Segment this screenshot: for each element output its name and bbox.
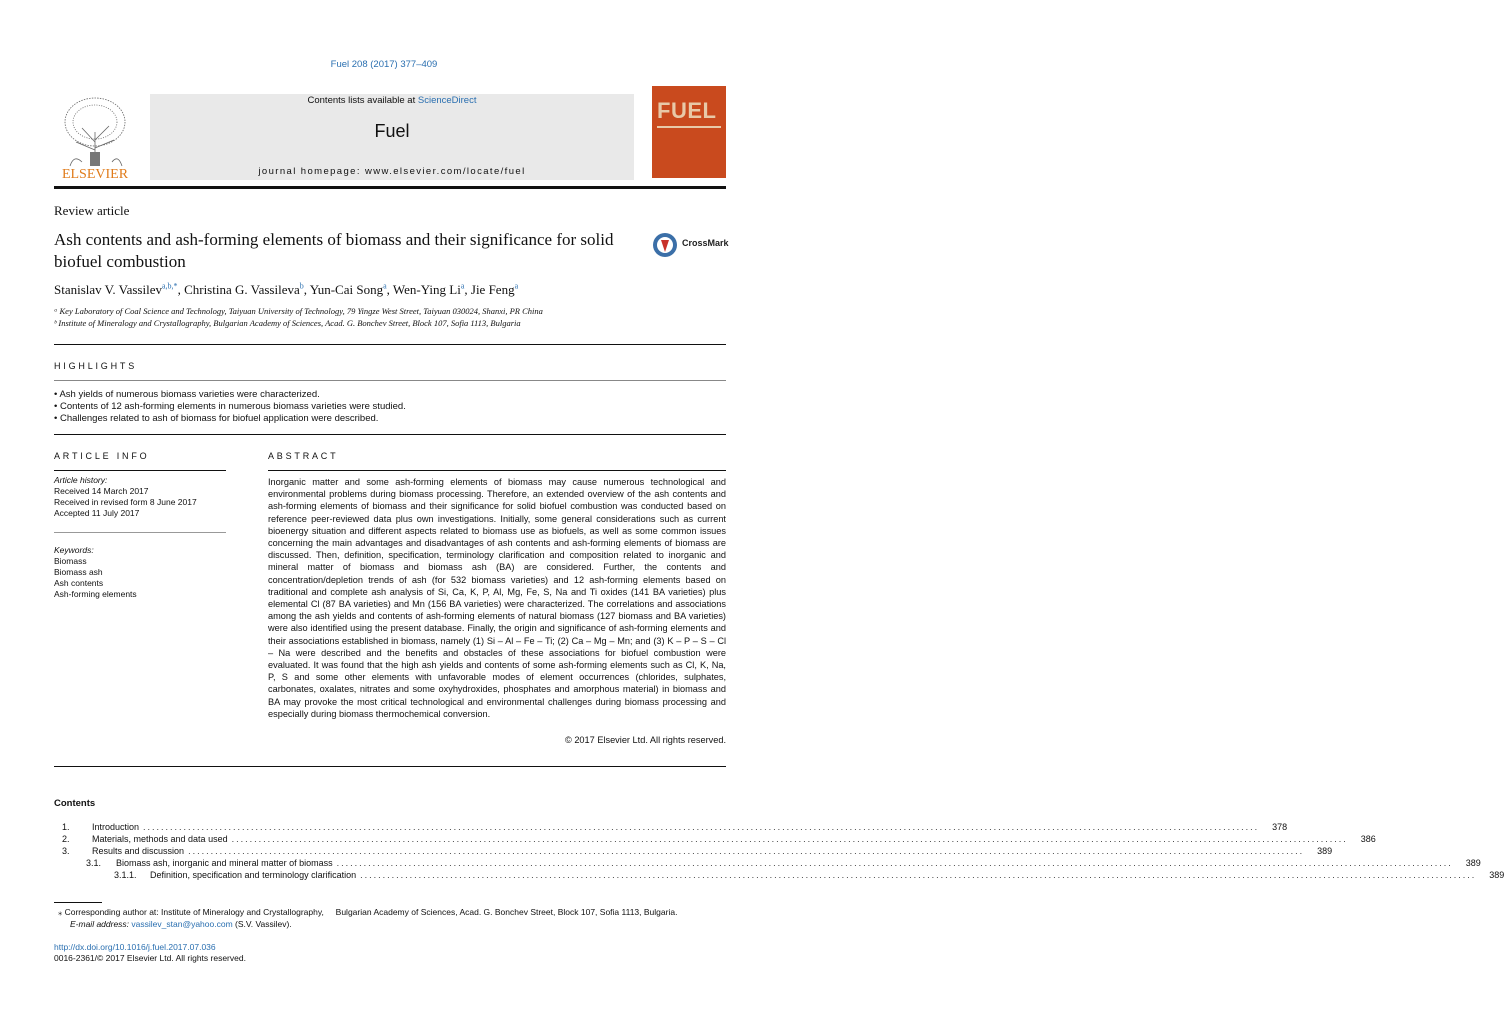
keywords-label: Keywords: bbox=[54, 545, 94, 555]
article-type: Review article bbox=[54, 203, 130, 218]
toc-entry[interactable] bbox=[54, 870, 1504, 882]
sciencedirect-link[interactable]: ScienceDirect bbox=[417, 95, 477, 106]
highlight-item: • Challenges related to ash of biomass for biofuel application were described. bbox=[54, 413, 379, 424]
journal-reference[interactable]: Fuel 208 (2017) 377–409 bbox=[330, 59, 438, 70]
toc-leader: ........................................................................................................................................................................................................................................................ bbox=[143, 822, 1260, 832]
author[interactable] bbox=[310, 282, 393, 297]
email-label: E-mail address: bbox=[70, 919, 132, 929]
cover-title: FUEL bbox=[657, 98, 717, 123]
contents-heading: Contents bbox=[54, 798, 96, 809]
toc-title: Introduction bbox=[92, 822, 140, 832]
email-line bbox=[70, 919, 292, 929]
author-affiliation-marker[interactable]: a bbox=[514, 282, 519, 291]
affiliation-b: ᵇ Institute of Mineralogy and Crystallography, Bulgarian Academy of Sciences, Acad. G. Bonchev Street, Block 107, Sofia 1113, Bulgaria bbox=[54, 318, 521, 328]
journal-name: Fuel bbox=[374, 121, 410, 141]
keyword: Ash-forming elements bbox=[54, 589, 137, 599]
keyword: Ash contents bbox=[54, 578, 104, 588]
doi-link[interactable]: http://dx.doi.org/10.1016/j.fuel.2017.07.036 bbox=[54, 942, 216, 952]
author[interactable] bbox=[54, 282, 184, 297]
author[interactable] bbox=[393, 282, 471, 297]
toc-number: 3.1.1. bbox=[114, 870, 137, 880]
toc-leader: ........................................................................................................................................................................................................................................................ bbox=[336, 858, 1453, 868]
toc-page: 389 bbox=[1489, 870, 1504, 880]
author-affiliation-marker[interactable]: a bbox=[460, 282, 465, 291]
history-accepted: Accepted 11 July 2017 bbox=[54, 508, 140, 518]
author-name[interactable]: Yun-Cai Song bbox=[309, 282, 384, 298]
article-title: Ash contents and ash-forming elements of biomass and their significance for solid biofuel combustion bbox=[54, 230, 614, 271]
author-name[interactable]: Wen-Ying Li bbox=[392, 282, 461, 298]
keyword: Biomass bbox=[54, 556, 87, 566]
toc-page: 386 bbox=[1360, 834, 1376, 844]
toc-entry[interactable] bbox=[54, 822, 1288, 834]
email-suffix: (S.V. Vassilev). bbox=[232, 919, 292, 929]
keyword: Biomass ash bbox=[54, 567, 103, 577]
author-separator: , bbox=[464, 282, 471, 298]
footnote-divider bbox=[54, 902, 102, 903]
author-affiliation-marker[interactable]: a bbox=[383, 282, 387, 291]
toc-leader: ........................................................................................................................................................................................................................................................ bbox=[360, 870, 1477, 880]
author-name[interactable]: Jie Feng bbox=[470, 282, 515, 298]
contents-available-prefix: Contents lists available at bbox=[307, 95, 418, 106]
abstract-divider bbox=[268, 470, 726, 471]
author-affiliation-marker[interactable]: b bbox=[299, 282, 304, 291]
section-divider bbox=[54, 434, 726, 435]
highlight-item: • Ash yields of numerous biomass varieties were characterized. bbox=[54, 389, 320, 400]
toc-page: 389 bbox=[1465, 858, 1481, 868]
toc-number: 3.1. bbox=[86, 858, 102, 868]
toc-title: Materials, methods and data used bbox=[92, 834, 228, 844]
author-separator: , bbox=[386, 282, 393, 298]
section-divider bbox=[54, 344, 726, 345]
journal-homepage[interactable]: journal homepage: www.elsevier.com/locate/fuel bbox=[258, 166, 526, 177]
crossmark-badge[interactable] bbox=[652, 230, 730, 260]
toc-number: 2. bbox=[62, 834, 70, 844]
article-history-label: Article history: bbox=[54, 475, 108, 485]
keywords-divider bbox=[54, 532, 226, 533]
author-email-link[interactable]: vassilev_stan@yahoo.com bbox=[131, 919, 233, 929]
toc-title: Definition, specification and terminology clarification bbox=[150, 870, 357, 880]
issn-copyright: 0016-2361/© 2017 Elsevier Ltd. All rights reserved. bbox=[54, 953, 246, 963]
article-info-heading: ARTICLE INFO bbox=[54, 451, 150, 461]
abstract-heading: ABSTRACT bbox=[268, 451, 339, 461]
journal-cover-image bbox=[652, 86, 726, 178]
author-list bbox=[54, 282, 518, 298]
highlights-divider bbox=[54, 380, 726, 381]
toc-entry[interactable] bbox=[54, 846, 1333, 858]
cover-divider bbox=[657, 126, 721, 128]
section-divider bbox=[54, 766, 726, 767]
author-name[interactable]: Christina G. Vassileva bbox=[184, 282, 300, 298]
history-received: Received 14 March 2017 bbox=[54, 486, 149, 496]
article-info-divider bbox=[54, 470, 226, 471]
toc-number: 3. bbox=[62, 846, 70, 856]
toc-leader: ........................................................................................................................................................................................................................................................ bbox=[188, 846, 1305, 856]
affiliation-a: ᵃ Key Laboratory of Coal Science and Technology, Taiyuan University of Technology, 79 Yingze West Street, Taiyuan 030024, Shanxi, PR China bbox=[54, 306, 543, 316]
highlight-item: • Contents of 12 ash-forming elements in numerous biomass varieties were studied. bbox=[54, 401, 406, 412]
toc-number: 1. bbox=[62, 822, 70, 832]
toc-entry[interactable] bbox=[54, 834, 1376, 846]
header-divider bbox=[54, 186, 726, 189]
toc-title: Biomass ash, inorganic and mineral matter of biomass bbox=[116, 858, 333, 868]
author-affiliation-marker[interactable]: a,b,* bbox=[162, 282, 178, 291]
toc-leader: ........................................................................................................................................................................................................................................................ bbox=[231, 834, 1348, 844]
author[interactable] bbox=[471, 282, 518, 297]
author-name[interactable]: Stanislav V. Vassilev bbox=[54, 282, 162, 298]
toc-title: Results and discussion bbox=[92, 846, 185, 856]
history-revised: Received in revised form 8 June 2017 bbox=[54, 497, 197, 507]
toc-entry[interactable] bbox=[54, 858, 1481, 870]
highlights-heading: HIGHLIGHTS bbox=[54, 361, 138, 371]
elsevier-tree-logo bbox=[54, 92, 136, 182]
toc-page: 378 bbox=[1272, 822, 1288, 832]
author[interactable] bbox=[184, 282, 310, 297]
crossmark-icon bbox=[652, 230, 678, 260]
crossmark-label: CrossMark bbox=[682, 238, 729, 248]
abstract-copyright: © 2017 Elsevier Ltd. All rights reserved. bbox=[565, 735, 726, 745]
author-separator: , bbox=[303, 282, 310, 298]
corresponding-author-note: ⁎ Corresponding author at: Institute of Mineralogy and Crystallography, Bulgarian Academy of Sciences, Acad. G. Bonchev Street, Block 107, Sofia 1113, Bulgaria. bbox=[58, 907, 678, 917]
toc-page: 389 bbox=[1317, 846, 1333, 856]
author-separator: , bbox=[177, 282, 185, 298]
abstract-body: Inorganic matter and some ash-forming elements of biomass may cause numerous technological and environmental problems during biomass processing. Therefore, an extended overview of the ash contents and ash-forming elements of biomass and their significance for solid biofuel combustion was conducted based on reference peer-reviewed data plus own investigations. Initially, some general considerations such as current bioenergy situation and different aspects related to biomass use as biofuels, as well as some common issues concerning the main advantages and disadvantages of ash contents and ash-forming elements of biomass are discussed. Then, definition, specification, terminology clarification and composition related to inorganic and mineral matter of biomass and biomass ash (BA) are considered. Further, the contents and concentration/depletion trends of ash (for 532 biomass varieties) and 12 ash-forming elements based on traditional and complete ash analysis of Si, Ca, K, P, Al, Mg, Fe, S, Na and Ti oxides (141 BA varieties) plus elemental Cl (87 BA varieties) and Mn (156 BA varieties) were characterized. The correlations and associations among the ash yields and contents of ash-forming elements of natural biomass (127 biomass and BA varieties) were also identified using the present database. Finally, the origin and significance of ash-forming elements and their associations established in biomass, namely (1) Si – Al – Fe – Ti; (2) Ca – Mg – Mn; and (3) K – P – S – Cl – Na were described and the benefits and obstacles of these associations for biofuel combustion were evaluated. It was found that the high ash yields and contents of some ash-forming elements such as Cl, K, Na, P, S and some other elements with unfavorable modes of element occurrences (chlorides, sulphates, carbonates, oxalates, nitrates and some oxyhydroxides, phosphates and amorphous material) in biomass and BA may provoke the most critical technological and environmental challenges during biomass processing and especially during biomass thermochemical conversion. bbox=[268, 477, 726, 719]
elsevier-wordmark: ELSEVIER bbox=[61, 167, 129, 182]
contents-available bbox=[150, 95, 634, 106]
